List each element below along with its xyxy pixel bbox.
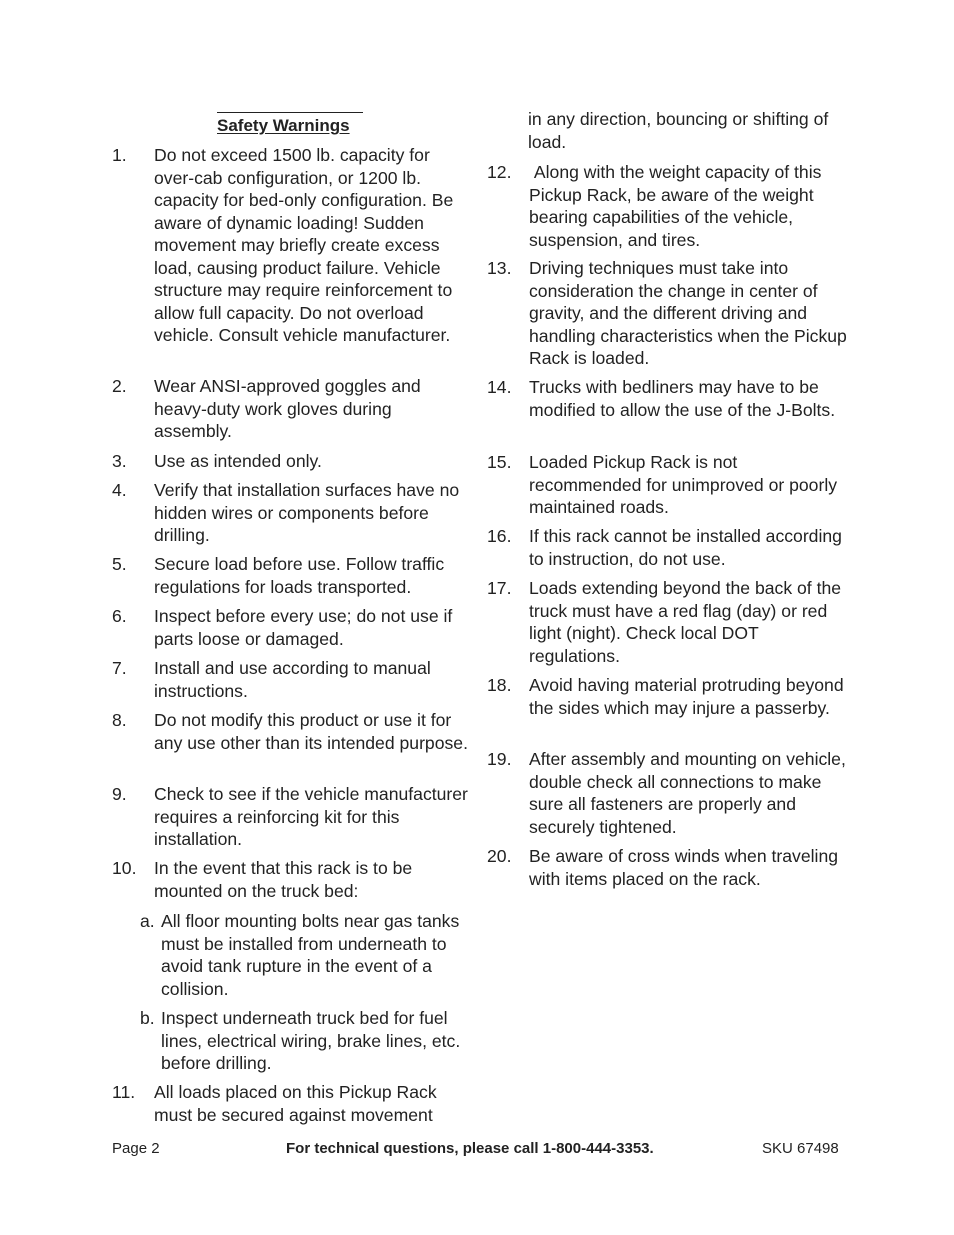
item-text: Do not modify this product or use it for any use other than its intended purpose.: [154, 710, 468, 753]
item-text: In the event that this rack is to be mounted on the truck bed:: [154, 858, 413, 901]
item-number: 2.: [112, 376, 127, 396]
page-number: Page 2: [112, 1140, 160, 1157]
support-line: For technical questions, please call 1-800-444-3353.: [286, 1140, 654, 1157]
item-text: Avoid having material protruding beyond the sides which may injure a passerby.: [529, 675, 844, 718]
item-number: 10.: [112, 858, 137, 878]
item-11-continuation: in any direction, bouncing or shifting of load.: [528, 109, 829, 152]
item-text: Inspect before every use; do not use if parts loose or damaged.: [154, 606, 453, 649]
subitem-text: All floor mounting bolts near gas tanks must be installed from underneath to avoid tank rupture in the event of a collision.: [161, 911, 460, 999]
item-number: 17.: [487, 578, 512, 598]
item-number: 18.: [487, 675, 512, 695]
section-heading: Safety Warnings: [217, 112, 363, 137]
item-text: Loaded Pickup Rack is not recommended for unimproved or poorly maintained roads.: [529, 452, 838, 517]
item-number: 20.: [487, 846, 512, 866]
item-text: Along with the weight capacity of this Pickup Rack, be aware of the weight bearing capabilities of the vehicle, suspension, and tires.: [529, 162, 827, 250]
item-number: 4.: [112, 480, 127, 500]
item-text: Trucks with bedliners may have to be modified to allow the use of the J-Bolts.: [529, 377, 836, 420]
subitem-letter: a.: [140, 911, 155, 931]
item-number: 19.: [487, 749, 512, 769]
item-number: 15.: [487, 452, 512, 472]
item-text: Check to see if the vehicle manufacturer requires a reinforcing kit for this installation.: [154, 784, 468, 849]
item-number: 12.: [487, 162, 512, 182]
item-text: Use as intended only.: [154, 451, 322, 471]
item-number: 14.: [487, 377, 512, 397]
item-text: Driving techniques must take into consideration the change in center of gravity, and the different driving and handling characteristics when the Pickup Rack is loaded.: [529, 258, 847, 368]
item-number: 3.: [112, 451, 127, 471]
item-text: Install and use according to manual instructions.: [154, 658, 431, 701]
item-number: 6.: [112, 606, 127, 626]
item-text: If this rack cannot be installed according to instruction, do not use.: [529, 526, 842, 569]
item-text: Loads extending beyond the back of the truck must have a red flag (day) or red light (night). Check local DOT regulations.: [529, 578, 842, 666]
item-text: Wear ANSI-approved goggles and heavy-duty work gloves during assembly.: [154, 376, 421, 441]
item-number: 16.: [487, 526, 512, 546]
item-text: Verify that installation surfaces have no hidden wires or components before drilling.: [154, 480, 460, 545]
item-text: After assembly and mounting on vehicle, double check all connections to make sure all fasteners are properly and securely tightened.: [529, 749, 846, 837]
sku-label: SKU 67498: [762, 1140, 839, 1157]
item-number: 9.: [112, 784, 127, 804]
item-number: 8.: [112, 710, 127, 730]
item-number: 7.: [112, 658, 127, 678]
item-number: 11.: [112, 1082, 136, 1102]
item-text: Do not exceed 1500 lb. capacity for over-cab configuration, or 1200 lb. capacity for bed-only configuration. Be aware of dynamic loading! Sudden movement may briefly create excess load, causing product failure. Vehicle structure may require reinforcement to allow full capacity. Do not overload vehicle. Consult vehicle manufacturer.: [154, 145, 454, 345]
item-number: 13.: [487, 258, 512, 278]
item-number: 1.: [112, 145, 127, 165]
item-text: Be aware of cross winds when traveling with items placed on the rack.: [529, 846, 839, 889]
item-text: All loads placed on this Pickup Rack must be secured against movement: [154, 1082, 437, 1125]
subitem-text: Inspect underneath truck bed for fuel lines, electrical wiring, brake lines, etc. before drilling.: [161, 1008, 461, 1073]
item-number: 5.: [112, 554, 127, 574]
item-text: Secure load before use. Follow traffic regulations for loads transported.: [154, 554, 445, 597]
subitem-letter: b.: [140, 1008, 155, 1028]
